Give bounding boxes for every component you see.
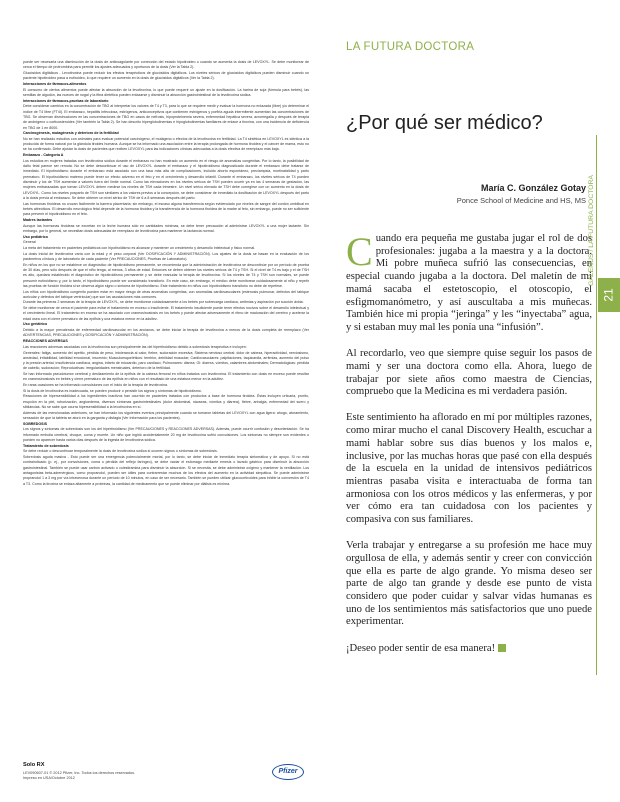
article-body: [346, 229, 592, 669]
prescribing-paragraph: General: [23, 240, 36, 245]
prescribing-paragraph: Los estudios en mujeres tratadas con levotiroxina sódica durante el embarazo no han mostrado un aumento en el riesgo de anomalías congénitas. Por lo tanto, la posibilidad de daño fetal parece ser remota. No se debe descontinuar el uso de LEVOXYL durante el embarazo y el hipotiroidismo diagnosticado durante el embarazo debe tratarse de inmediato. El hipotiroidismo durante el embarazo está asociado con una tasa más alta de complicaciones, incluido aborto espontáneo, preclampsia, mortinatalidad y parto prematuro. El hipotiroidismo materno puede tener un efecto adverso en el feto y en el crecimiento y desarrollo infantil. Durante el embarazo, los niveles séricos de T4 pueden disminuir y los de TSH aumentar a valores fuera del límite normal. Como las elevaciones en los niveles séricos de TSH pueden ocurrir ya en las 4 semanas de gestación, las mujeres embarazadas que toman LEVOXYL deben medirse los niveles de TSH cada trimestre. Un nivel sérico elevado de TSH debe corregirse con un aumento en la dosis de LEVOXYL. Como los niveles posparto de TSH son similares a los valores previos a la concepción, se debe considerar de inmediato la dosificación de LEVOXYL después del parto a la dosis previa al embarazo. Se debe obtener un nivel sérico de TSH de 6 a 8 semanas después del parto.: [23, 158, 309, 200]
article-paragraph: Verla trabajar y entregarse a su profesión me hace muy orgullosa de ella, y además sentir y creer con convicción que ella es parte de algo grande. Yo misma deseo ser parte de algo tan grande y desde ese punto de vista considero que poder cuidar y salvar vidas humanas es uno de los sentimientos más satisfactorios que uno puede experimentar.: [346, 540, 592, 628]
article-paragraph: Al recordarlo, veo que siempre quise seguir los pasos de mami y ser una doctora como ella. Ahora, luego de trabajar por siete años como maestra de Ciencias, compruebo que la Medicina es mi verdadera pasión.: [346, 348, 592, 398]
article-title: ¿Por qué ser médico?: [346, 112, 543, 134]
prescribing-paragraph: Sobredosis aguda masiva - Esto puede ser una emergencia potencialmente mortal, por lo tanto, se debe iniciar de inmediato terapia sintomática y de apoyo. Si no está contraindicado (p. ej., por convulsiones, coma o pérdida del reflejo faríngeo), se debe vaciar el estómago mediante emesis o lavado gástrico para disminuir la absorción gastrointestinal. También se puede usar carbón activado o colestiramina para disminuir la absorción. Si se necesita, se debe administrar oxígeno y mantener la ventilación. Los antagonistas beta-adrenérgicos, como propranolol, pueden ser útiles para contrarrestar muchos de los efectos del aumento en la actividad simpática. Se puede administrar propranolol 1 a 3 mg por vía intravenosa durante un período de 10 minutos, en caso de ser necesario. También se pueden utilizar glucocorticoides para inhibir la conversión de T4 a T3. Como la tiroxina se enlaza altamente a proteínas, la cantidad de medicamento que se puede eliminar por diálisis es mínima.: [23, 455, 309, 486]
prescribing-paragraph: Las hormonas tiroideas no cruzan fácilmente la barrera placentaria; sin embargo, el escaso alguna transferencia según evidenciado por niveles de sangre del cordón umbilical en bebés atireóticos. El desarrollo neurológico fetal depende de la hormona tiroidea y la transferencia de la hormona tiroidea de la madre al feto, sin embargo, puede no ser suficiente para prevenir el hipotiroidismo en el feto.: [23, 201, 309, 217]
legal-notice: [23, 771, 135, 781]
prescribing-paragraph: El consumo de ciertos alimentos puede afectar la absorción de la levotiroxina, lo que puede requerir un ajuste en la dosificación. La harina de soja (fórmula para bebés), las semillas de algodón, las nueces de nogal y la fibra dietética pueden enlazarse y disminuir la absorción gastrointestinal de la levotiroxina sódica.: [23, 87, 309, 97]
prescribing-paragraph: Generales: fatiga, aumento del apetito, pérdida de peso, intolerancia al calor, fiebre, sudoración excesiva; Sistema nervioso central: dolor de cabeza, hiperactividad, nerviosismo, ansiedad, irritabilidad, labilidad emocional, insomnio; Musculoesqueléticos: temblor, debilidad muscular; Cardiovasculares: palpitaciones, taquicardia, arritmias, aumento del pulso y la presión arterial, insuficiencia cardíaca, angina, infarto de miocardio, paro cardíaco; Pulmonares: disnea; GI: diarrea, vómitos, calambres abdominales; Dermatológicas: pérdida de cabello, sudoración; Reproductivas: irregularidades menstruales, deterioro de la fertilidad.: [23, 350, 309, 371]
legal-printed-line: Impreso en USA/Octubre 2012: [23, 776, 75, 780]
prescribing-paragraph: La meta del tratamiento en pacientes pediátricos con hipotiroidismo es alcanzar y mantener un crecimiento y desarrollo intelectual y físico normal.: [23, 245, 256, 250]
prescribing-paragraph: Reacciones de hipersensibilidad a los ingredientes inactivos han ocurrido en pacientes tratados con productos a base de hormona tiroidea. Éstas incluyen urticaria, prurito, erupción en la piel, ruborización, angioedema, diversos síntomas gastrointestinales (dolor abdominal, náuseas, vómitos y diarrea), fiebre, artralgia, enfermedad del suero y sibilancias. No se sabe que ocurra hipersensibilidad a la levotiroxina en sí.: [23, 394, 309, 410]
prescribing-paragraph: En raras ocasiones se ha informado convulsiones con el inicio de la terapia de levotiroxina.: [23, 383, 169, 388]
prescribing-heading: Interacciones de fármacos-pruebas de laboratorio: [23, 98, 109, 103]
prescribing-paragraph: La dosis inicial de levotiroxina varía con la edad y el peso corporal (Ver DOSIFICACIÓN Y ADMINISTRACIÓN). Los ajustes de la dosis se basan en la evaluación de los parámetros clínicos y de laboratorio de cada paciente (Ver PRECAUCIONES, Pruebas de Laboratorio).: [23, 251, 309, 261]
prescribing-paragraph: Además de las mencionadas anteriores, se han informado los siguientes eventos principalmente cuando se tomaron tabletas del LEVOXYL con agua ligera: ahogo, atoramiento, sensación de que la tableta se atoró en la garganta y disfagia (Ver Información para los pacientes).: [23, 410, 309, 421]
prescribing-paragraph: Se debe reducir o descontinuar temporalmente la dosis de levotiroxina sódica si ocurren signos o síntomas de sobredosis.: [23, 449, 218, 454]
prescribing-paragraph: Aunque las hormonas tiroideas se excretan en la leche humana sólo en cantidades mínimas, se debe tener precaución al administrar LEVOXYL a una mujer lactante. Sin embargo, por lo general, se necesitan dosis adecuadas de reemplazo de levotiroxina para mantener la lactancia normal.: [23, 223, 309, 233]
author-name: María C. González Gotay: [480, 183, 586, 193]
prescribing-information: [23, 60, 309, 760]
author-affiliation: Ponce School of Medicine and HS, MS: [456, 196, 586, 205]
prescribing-paragraph: Glucósidos digitálicos - Levotiroxina puede reducir los efectos terapéuticos de glucósidos digitálicos. Los niveles séricos de glucósidos digitálicos pueden disminuir cuando un paciente hipotiroideo pasa a eutiroideo, lo que requiere un aumento en la dosis de glucósidos digitálicos (Ver la Tabla 2).: [23, 70, 309, 81]
prescribing-paragraph: No se han realizado estudios con animales para evaluar potencial carcinógeno, el mutágeno o efectos de la levotiroxina en fertilidad. La T4 sintética en LEVOXYL es idéntica a la producida de forma natural por la glándula tiroides humana. Aunque se ha informado una asociación entre la terapia prolongada de hormona tiroidea y el cáncer de mama, esto no se ha confirmado. Debe ajustar la dosis de pacientes que reciben LEVOXYL para las indicaciones clínicas adecuadas a la dosis efectiva de reemplazo más baja.: [23, 136, 309, 152]
prescribing-paragraph: puede ser necesaria una disminución de la dosis de anticoagulante por corrección del estado hipotiroideo o cuando se aumenta la dosis de LEVOXYL. Se debe monitorear de cerca el tiempo de protrombina para permitir los ajustes adecuados y oportunos de la dosis (Ver la Tabla 2).: [23, 60, 309, 70]
legal-code-line: LEV090607-01 © 2012 Pfizer, Inc. Todos los derechos reservados.: [23, 771, 136, 775]
drop-cap: C: [346, 229, 373, 274]
prescribing-heading: Tratamiento de sobredosis: [23, 443, 69, 448]
prescribing-heading: Uso pediátrico: [23, 234, 48, 239]
pfizer-logo: Pfizer: [272, 764, 304, 780]
prescribing-paragraph: Se debe monitorear de cerca el paciente para evitar el tratamiento en exceso o insuficiente. El tratamiento insuficiente puede tener efectos nocivos sobre el desarrollo intelectual y el crecimiento lineal. El tratamiento en exceso se ha asociado con craneosinostosis en los bebés y puede afectar adversamente el ritmo de maduración del cerebro y acelerar la edad ósea con el cierre prematuro de las epífisis y una estatura menor en la adultez.: [23, 306, 309, 321]
closing-text: ¡Deseo poder sentir de esa manera!: [346, 642, 496, 654]
first-paragraph-text: uando era pequeña me gustaba jugar el rol de dos profesionales: jugaba a la maestra y a la doctora. Mi pobre muñeca sufrió las consecuencias, en especial cuando jugaba a la doctora. Del maletín de mi mamá sacaba el estetoscopio, el otoscopio, el esfigmomanómetro, y así auscultaba a mis muñecas. También hice mi propia “jeringa” y les “inyectaba” agua, y si estaban muy mal les ponía una “infusión”.: [346, 233, 592, 333]
running-head: GALENUS / LA FUTURA DOCTORA: [588, 175, 595, 286]
article-paragraph: Este sentimiento ha aflorado en mí por múltiples razones, como mirar mucho el canal Discovery Health, escuchar a mami hablar sobre sus días buenos y los malos e, inclusive, por las muchas horas que pasé con ella después de la escuela en la unidad de intensivos pediátricos mientras pasaba visita e interactuaba de forma tan armoniosa con los otros médicos y las enfermeras, y por ver cómo era tan cuidadosa con los pacientes y compasiva con sus familiares.: [346, 412, 592, 526]
prescribing-paragraph: Si la dosis de levotiroxina es inadecuada, se pueden producir o persistir los signos y síntomas de hipotiroidismo.: [23, 388, 202, 393]
prescribing-heading: Embarazo - Categoría A: [23, 153, 64, 158]
article-paragraph: [346, 229, 592, 335]
section-header: LA FUTURA DOCTORA: [346, 41, 475, 53]
prescribing-heading: Interacciones de fármacos-alimentos: [23, 81, 87, 86]
end-mark-icon: [498, 644, 506, 652]
solo-rx-label: Solo RX: [23, 762, 45, 768]
prescribing-heading: REACCIONES ADVERSAS: [23, 339, 68, 344]
prescribing-heading: Uso geriátrico: [23, 322, 48, 327]
prescribing-paragraph: Las reacciones adversas asociadas con la levotiroxina son principalmente las del hipertiroidismo debido a sobredosis terapéutica e incluyen:: [23, 344, 247, 349]
prescribing-paragraph: En niños en los que no se establece un diagnóstico de hipotiroidismo permanente, se recomienda que la administración de levotiroxina se descontinúe por un período de prueba de 30 días, pero sólo después de que el niño tenga, al menos, 3 años de edad. Entonces se deben obtener los niveles séricos de T4 y TSH. Si el nivel de T4 es bajo y el de TSH es alto, quedará establecido el diagnóstico de hipotiroidismo permanente y se debe reanudar la terapia de levotiroxina. Si los niveles de T4 y TSH son normales, se puede presumir eutiroidismo y, por lo tanto, el hipotiroidismo puede ser considerado transitorio. En este caso, sin embargo, el médico debe monitorear cuidadosamente al niño y repetir las pruebas de función tiroidea si se observa algún signo o síntoma de hipotiroidismo. Este tratamiento en niños con hipotiroidismo transitorio no debe de repetirse.: [23, 262, 309, 288]
article-closing: [346, 643, 592, 656]
prescribing-heading: SOBREDOSIS: [23, 421, 47, 426]
prescribing-paragraph: Debido a la mayor prevalencia de enfermedad cardiovascular en los ancianos, se debe iniciar la terapia de levotiroxina a menos de la dosis completa de reemplazo (Ver ADVERTENCIAS, PRECAUCIONES y DOSIFICACIÓN Y ADMINISTRACIÓN).: [23, 328, 309, 338]
prescribing-paragraph: Se han informado pseudotumor cerebral y deslizamiento de la epífisis de la cabeza femoral en niños tratados con levotiroxina. El tratamiento con dosis en exceso puede resultar en craneosinostosis en bebés y cierre prematuro de las epífisis en niños con el resultado de una estatura menor en la adultez.: [23, 372, 309, 382]
prescribing-paragraph: Debe considerar cambios en la concentración de TBG al interpretar los valores de T4 y T3, para lo que se requiere medir y evaluar la hormona no enlazada (libre) y/o determinar el índice de T4 libre (FT4I). El embarazo, hepatitis infecciosa, estrógenos, anticonceptivos que contienen estrógenos y porfiria aguda intermitente aumentan las concentraciones de TBG. Se observan disminuciones en las concentraciones de TBG en casos de nefrosis, hipoproteinemia severa, enfermedad hepática severa, acromegalia y después de terapia de andrógeno o corticosteroides (Ver también la Tabla 2). Se han descrito hiperglobulinemias e hipoglobulinemias familiares de enlace a tiroxina, con una incidencia de deficiencia en TBG de 1 en 8000.: [23, 104, 309, 130]
prescribing-heading: Carcinogénesis, mutagénesis y deterioro de la fertilidad: [23, 131, 119, 136]
page-number: 21: [601, 288, 616, 302]
page-number-tab: [598, 278, 620, 312]
prescribing-paragraph: Los signos y síntomas de sobredosis son los del hipertiroidismo (Ver PRECAUCIONES y REACCIONES ADVERSAS). Además, puede ocurrir confusión y desorientación. Se ha informado embolia cerebral, choque, coma y muerte. Un niño que ingirió accidentalmente 20 mg de levotiroxina sufrió convulsiones. Los síntomas no siempre son evidentes o pueden no aparecer hasta varios días después de la ingesta de levotiroxina sódica.: [23, 427, 309, 442]
prescribing-paragraph: Los niños con hipotiroidismo congénito pueden estar en mayor riesgo de otras anomalías congénitas, con anomalías cardiovasculares (estenosis pulmonar, defectos del tabique auricular y defectos del tabique ventricular) que son las asociaciones más comunes.: [23, 289, 309, 299]
prescribing-paragraph: Durante las primeras 2 semanas de la terapia de LEVOXYL, se debe monitorear cuidadosamente a los bebés por sobrecarga cardíaca, arritmias y aspiración por succión ávida.: [23, 300, 304, 305]
prescribing-heading: Madres lactantes: [23, 217, 53, 222]
